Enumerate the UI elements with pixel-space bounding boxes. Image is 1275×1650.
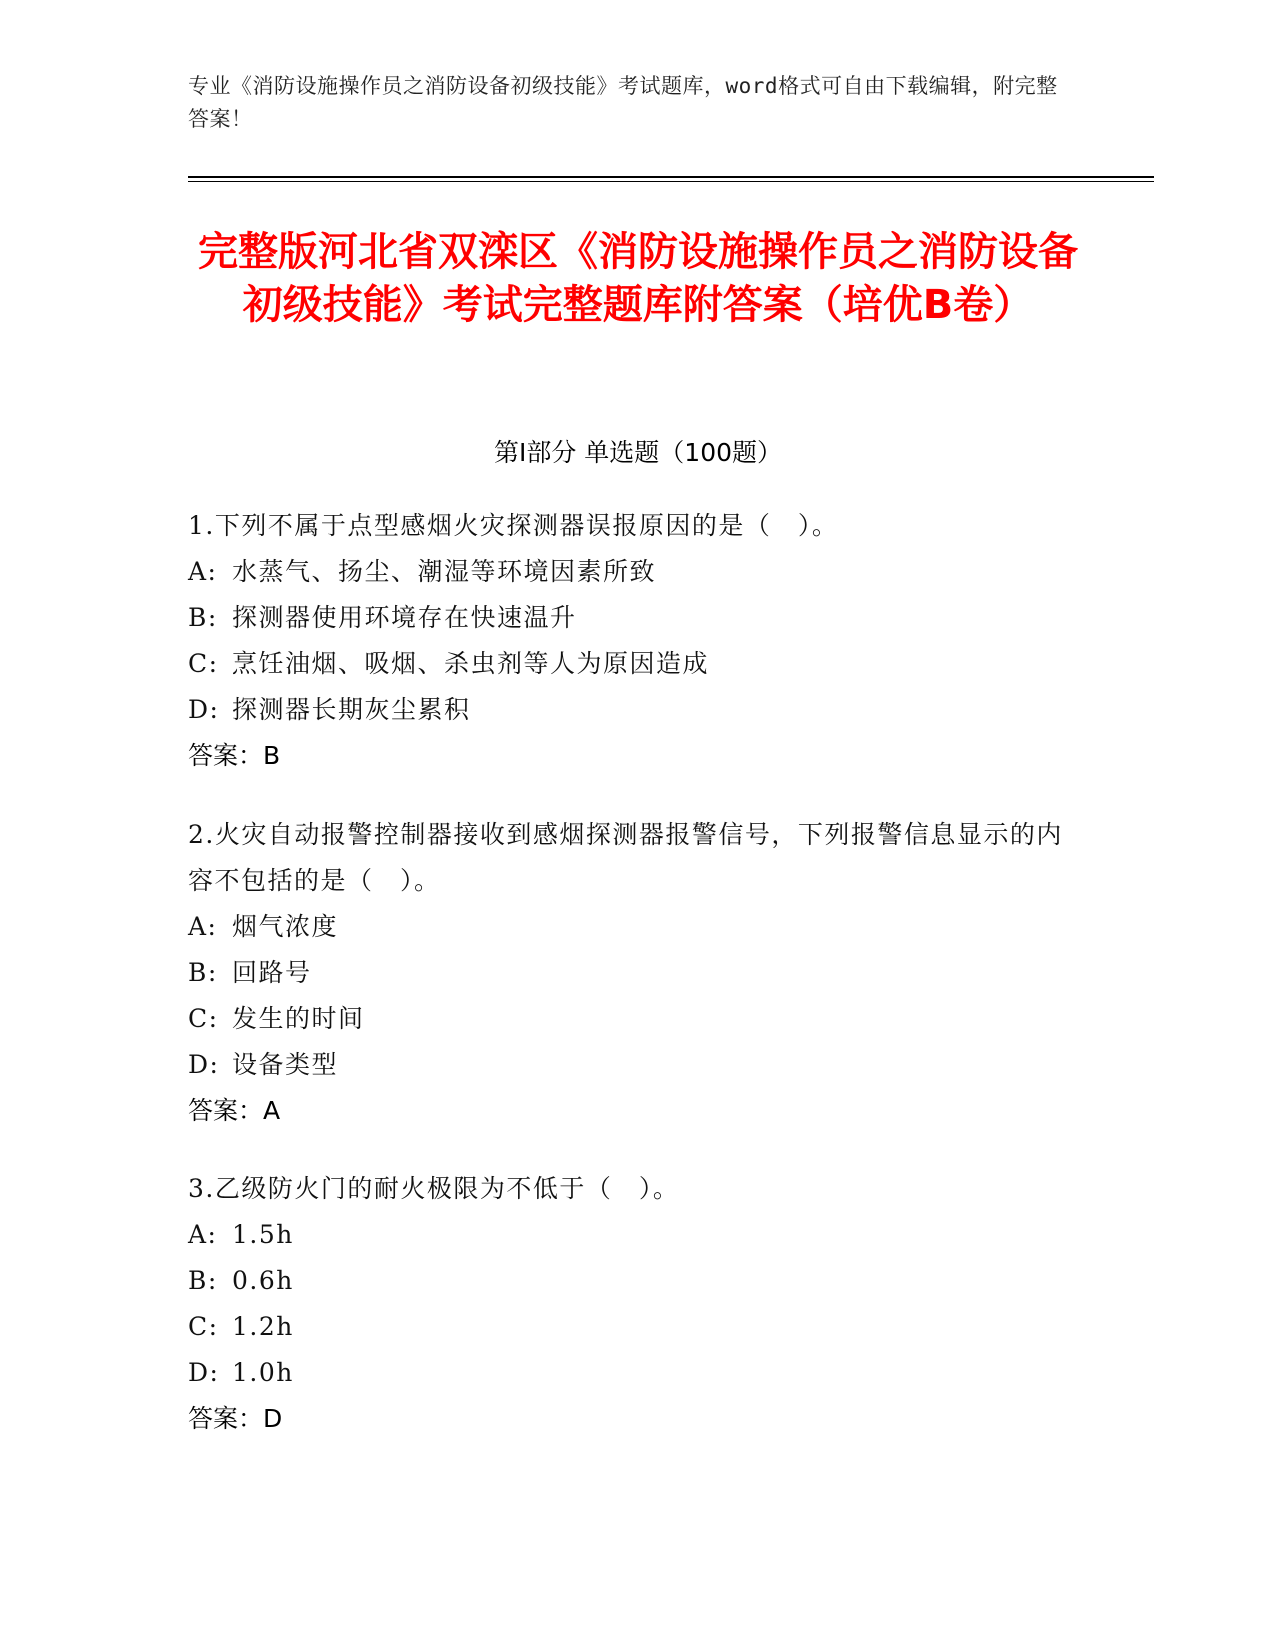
option-d — [188, 1350, 1088, 1396]
option-key: A: — [188, 912, 218, 941]
option-a — [188, 904, 1088, 950]
option-key: D: — [188, 695, 220, 724]
option-text: 设备类型 — [232, 1050, 339, 1079]
option-d — [188, 687, 1088, 733]
question-2 — [188, 812, 1088, 1134]
option-text: 探测器长期灰尘累积 — [232, 695, 471, 724]
header-divider-thin — [188, 181, 1154, 182]
question-stem: 1.下列不属于点型感烟火灾探测器误报原因的是（ ）。 — [188, 511, 839, 540]
option-text: 1.5h — [232, 1220, 294, 1249]
option-b — [188, 950, 1088, 996]
answer: 答案：D — [188, 1404, 283, 1433]
question-1 — [188, 503, 1088, 779]
option-b — [188, 595, 1088, 641]
option-text: 探测器使用环境存在快速温升 — [232, 603, 577, 632]
option-text: 烹饪油烟、吸烟、杀虫剂等人为原因造成 — [232, 649, 710, 678]
option-b — [188, 1258, 1088, 1304]
option-text: 1.2h — [232, 1312, 294, 1341]
answer: 答案：B — [188, 741, 281, 770]
question-stem: 3.乙级防火门的耐火极限为不低于（ ）。 — [188, 1174, 680, 1203]
answer: 答案：A — [188, 1096, 281, 1125]
option-d — [188, 1042, 1088, 1088]
option-text: 发生的时间 — [232, 1004, 365, 1033]
option-text: 0.6h — [232, 1266, 294, 1295]
section-title: 第I部分 单选题（100题） — [493, 438, 783, 467]
question-3 — [188, 1166, 1088, 1442]
option-a — [188, 1212, 1088, 1258]
option-text: 回路号 — [232, 958, 312, 987]
option-key: C: — [188, 1004, 219, 1033]
option-key: A: — [188, 1220, 218, 1249]
option-a — [188, 549, 1088, 595]
option-key: C: — [188, 649, 219, 678]
option-text: 水蒸气、扬尘、潮湿等环境因素所致 — [232, 557, 657, 586]
document-title: 完整版河北省双滦区《消防设施操作员之消防设备初级技能》考试完整题库附答案（培优B卷） — [198, 229, 1078, 328]
option-key: C: — [188, 1312, 219, 1341]
option-key: D: — [188, 1358, 220, 1387]
question-stem: 2.火灾自动报警控制器接收到感烟探测器报警信号，下列报警信息显示的内容不包括的是（ ）。 — [188, 820, 1063, 895]
option-text: 1.0h — [232, 1358, 294, 1387]
option-c — [188, 996, 1088, 1042]
option-key: D: — [188, 1050, 220, 1079]
option-key: A: — [188, 557, 218, 586]
option-key: B: — [188, 603, 218, 632]
option-c — [188, 641, 1088, 687]
option-key: B: — [188, 958, 218, 987]
header-note: 专业《消防设施操作员之消防设备初级技能》考试题库，word格式可自由下载编辑，附完整答案！ — [188, 74, 1058, 131]
option-c — [188, 1304, 1088, 1350]
option-key: B: — [188, 1266, 218, 1295]
option-text: 烟气浓度 — [232, 912, 339, 941]
header-divider-thick — [188, 176, 1154, 178]
